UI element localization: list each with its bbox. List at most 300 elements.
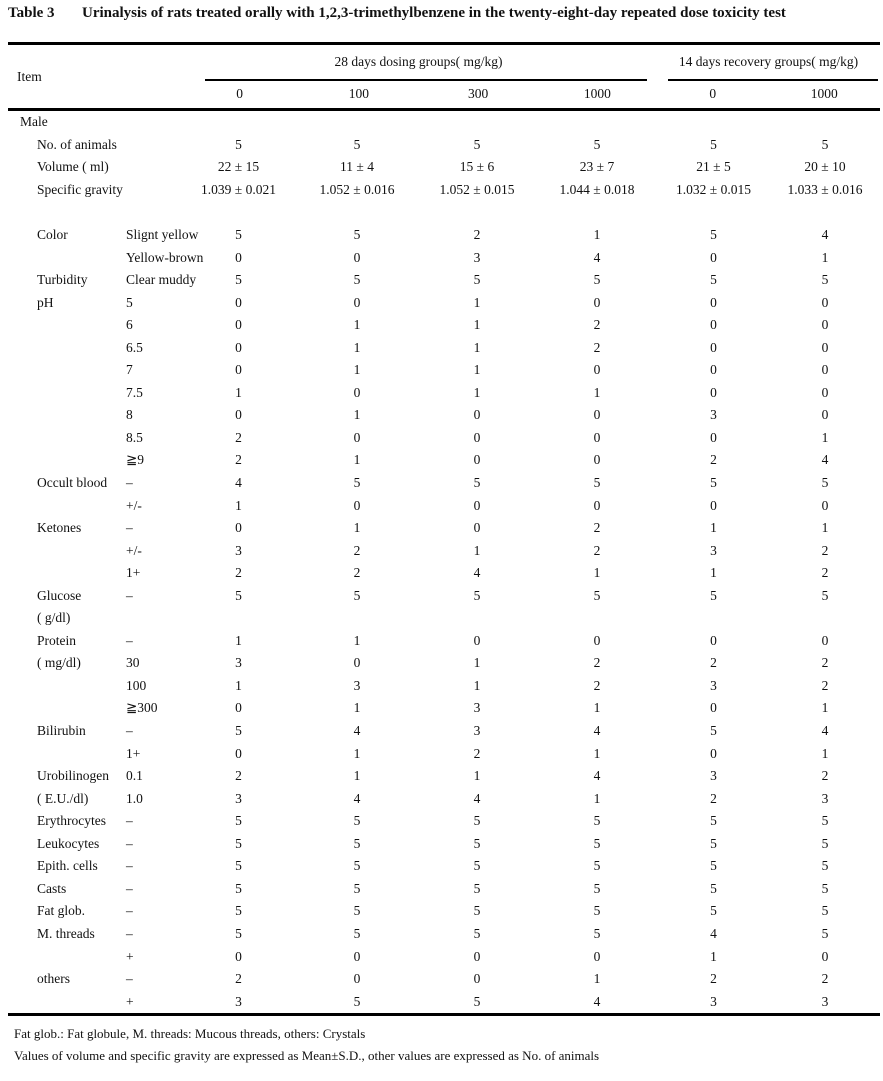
table-row [8,787,880,810]
cell-value: 2 [821,565,829,581]
cell-value: 5 [473,587,481,603]
cell-value: 1.052 ± 0.015 [439,181,515,197]
row-item-label: Protein [37,632,76,648]
cell-value: 5 [821,813,829,829]
row-item-label: ( E.U./dl) [37,790,89,806]
cell-value: 0 [593,429,601,445]
cell-value: 5 [235,880,242,896]
cell-value: 0 [235,948,242,964]
cell-value: 5 [353,475,361,491]
row-item-label: Fat glob. [37,903,86,919]
table-row [8,923,880,946]
cell-value: 5 [353,272,361,288]
cell-value: 5 [235,835,242,851]
table-row [8,517,880,540]
cell-value: 4 [821,723,829,739]
cell-value: 3 [710,768,717,784]
cell-value: 2 [473,227,481,242]
cell-value: 0 [235,339,242,355]
cell-value: 2 [593,317,601,333]
table-row [8,179,880,202]
cell-value: 1 [235,384,242,400]
row-sub-label: +/- [126,542,142,558]
cell-value: 1 [235,632,242,648]
row-sub-label: 6.5 [126,339,143,355]
table-row [8,382,880,405]
cell-value: 5 [710,475,717,491]
row-sub-label: – [126,858,133,874]
cell-value: 5 [235,903,242,919]
cell-value: 5 [710,136,717,152]
cell-value: 0 [593,294,601,310]
cell-value: 1 [473,317,481,333]
cell-value: 0 [473,971,481,987]
cell-value: 4 [473,790,481,806]
table-row [8,607,880,630]
cell-value: 5 [593,475,601,491]
row-sub-label: 8.5 [126,429,143,445]
row-item-label: Glucose [37,587,82,603]
cell-value: 0 [821,362,829,378]
cell-value: 0 [473,632,481,648]
cell-value: 15 ± 6 [459,159,495,175]
cell-value: 5 [593,925,601,941]
cell-value: 5 [593,813,601,829]
footnote-abbreviations: Fat glob.: Fat globule, M. threads: Mucous threads, others: Crystals [14,1025,366,1041]
row-sub-label: 7.5 [126,384,143,400]
row-sub-label: – [126,903,133,919]
row-sub-label: – [126,632,133,648]
cell-value: 2 [235,768,242,784]
cell-value: 5 [710,272,717,288]
cell-value: 2 [593,520,601,536]
row-sub-label: – [126,587,133,603]
cell-value: 5 [473,858,481,874]
cell-value: 23 ± 7 [579,159,615,175]
cell-value: 5 [821,835,829,851]
cell-value: 0 [821,948,829,964]
cell-value: 5 [710,835,717,851]
cell-value: 5 [821,903,829,919]
cell-value: 5 [353,858,361,874]
cell-value: 0 [710,632,717,648]
cell-value: 0 [710,745,717,761]
table-row [8,427,880,450]
cell-value: 0 [593,362,601,378]
cell-value: 0 [353,249,361,265]
cell-value: 0 [353,429,361,445]
table-row [8,291,880,314]
cell-value: 4 [821,227,829,242]
cell-value: 5 [353,587,361,603]
cell-value: 5 [593,835,601,851]
row-sub-label: – [126,520,133,536]
cell-value: 1 [353,745,361,761]
row-sub-label: 6 [126,317,133,333]
spacer-row [8,201,880,224]
dose-headers-recovery [657,81,880,109]
cell-value: 3 [235,655,242,671]
cell-value: 0 [473,407,481,423]
cell-value: 5 [710,723,717,739]
cell-value: 3 [235,542,242,558]
row-item-label: Leukocytes [37,835,100,851]
cell-value: 0 [473,429,481,445]
cell-value: 5 [710,903,717,919]
cell-value: 5 [821,587,829,603]
cell-value: 3 [235,993,242,1009]
section-label: Male [20,114,48,130]
cell-value: 5 [821,858,829,874]
cell-value: 1 [821,249,829,265]
cell-value: 3 [710,993,717,1009]
cell-value: 1 [353,632,361,648]
cell-value: 5 [473,272,481,288]
row-sub-label: – [126,925,133,941]
row-item-label: No. of animals [37,136,117,152]
cell-value: 2 [821,971,829,987]
table-row [8,990,880,1013]
cell-value: 0 [821,632,829,648]
cell-value: 0 [710,362,717,378]
cell-value: 0 [821,339,829,355]
dose-column-header: 0 [709,86,717,102]
cell-value: 1.039 ± 0.021 [201,181,276,197]
cell-value: 0 [353,655,361,671]
table-row [8,584,880,607]
cell-value: 1 [353,362,361,378]
row-sub-label: + [126,948,134,964]
table-row [8,900,880,923]
cell-value: 3 [235,790,242,806]
cell-value: 0 [710,497,717,513]
table-row [8,224,880,247]
cell-value: 1 [821,700,829,716]
cell-value: 2 [235,452,242,468]
cell-value: 5 [710,858,717,874]
row-item-label: ( mg/dl) [37,655,81,671]
cell-value: 1 [473,294,481,310]
cell-value: 0 [593,632,601,648]
cell-value: 3 [473,700,481,716]
cell-value: 2 [821,677,829,693]
cell-value: 1 [593,745,601,761]
row-item-label: pH [37,294,54,310]
cell-value: 4 [353,790,361,806]
footnotes [8,1016,880,1067]
cell-value: 1 [353,452,361,468]
table-row [8,314,880,337]
cell-value: 1 [353,520,361,536]
cell-value: 0 [473,520,481,536]
row-item-label: Volume ( ml) [37,159,109,175]
cell-value: 1 [353,407,361,423]
table-row [8,539,880,562]
table-header [8,45,880,108]
cell-value: 5 [353,993,361,1009]
cell-value: 0 [821,384,829,400]
row-item-label: Casts [37,880,67,896]
row-sub-label: – [126,835,133,851]
row-sub-label: – [126,880,133,896]
cell-value: 1 [473,542,481,558]
cell-value: 2 [593,677,601,693]
cell-value: 5 [593,858,601,874]
row-sub-label: Slignt yellow [126,227,199,242]
cell-value: 3 [710,677,717,693]
table-row [8,968,880,991]
cell-value: 0 [235,745,242,761]
row-item-label: Bilirubin [37,723,86,739]
table-row [8,562,880,585]
cell-value: 4 [710,925,717,941]
cell-value: 1 [353,339,361,355]
table-row [8,156,880,179]
cell-value: 1 [821,520,829,536]
table-row [8,652,880,675]
cell-value: 1 [473,362,481,378]
row-sub-label: Clear muddy [126,272,197,288]
cell-value: 5 [235,723,242,739]
cell-value: 0 [235,294,242,310]
cell-value: 4 [473,565,481,581]
table-row [8,855,880,878]
cell-value: 1 [593,971,601,987]
cell-value: 3 [353,677,361,693]
cell-value: 4 [593,768,601,784]
cell-value: 5 [710,813,717,829]
cell-value: 0 [235,520,242,536]
row-sub-label: 1+ [126,745,141,761]
cell-value: 2 [235,429,242,445]
table-row [8,833,880,856]
cell-value: 5 [710,227,717,242]
cell-value: 4 [593,249,601,265]
row-sub-label: – [126,723,133,739]
row-sub-label: 1+ [126,565,141,581]
cell-value: 1 [353,768,361,784]
cell-value: 5 [473,813,481,829]
cell-value: 5 [593,136,601,152]
row-item-label: Urobilinogen [37,768,109,784]
cell-value: 3 [710,407,717,423]
cell-value: 1 [473,768,481,784]
row-item-label: Ketones [37,520,82,536]
cell-value: 0 [473,948,481,964]
cell-value: 5 [710,587,717,603]
group-label-recovery: 14 days recovery groups( mg/kg) [678,54,859,69]
cell-value: 0 [235,249,242,265]
cell-value: 5 [821,880,829,896]
cell-value: 1 [593,700,601,716]
cell-value: 5 [353,835,361,851]
table-row [8,404,880,427]
row-sub-label: 1.0 [126,790,143,806]
cell-value: 5 [353,813,361,829]
dose-column-header: 1000 [583,86,611,102]
table-row [8,945,880,968]
cell-value: 1 [593,384,601,400]
row-sub-label: – [126,813,133,829]
cell-value: 5 [473,880,481,896]
dose-column-header: 300 [468,86,489,102]
cell-value: 1.044 ± 0.018 [559,181,635,197]
cell-value: 1 [593,227,601,242]
cell-value: 0 [821,294,829,310]
cell-value: 0 [710,317,717,333]
cell-value: 5 [353,880,361,896]
row-item-label: ( g/dl) [37,610,71,626]
row-sub-label: 5 [126,294,133,310]
cell-value: 5 [593,903,601,919]
cell-value: 5 [235,587,242,603]
cell-value: 2 [821,542,829,558]
table-row [8,494,880,517]
table-row [8,449,880,472]
cell-value: 5 [593,587,601,603]
row-sub-label: – [126,475,133,491]
table-number: Table 3 [8,5,55,21]
cell-value: 1 [593,790,601,806]
row-sub-label: ≧300 [126,700,158,716]
cell-value: 5 [235,858,242,874]
cell-value: 2 [821,768,829,784]
cell-value: 1.033 ± 0.016 [787,181,863,197]
cell-value: 0 [593,497,601,513]
cell-value: 2 [821,655,829,671]
cell-value: 5 [235,136,242,152]
cell-value: 0 [353,948,361,964]
cell-value: 1 [821,745,829,761]
cell-value: 4 [593,723,601,739]
row-sub-label: 30 [126,655,140,671]
cell-value: 5 [593,272,601,288]
cell-value: 2 [593,542,601,558]
row-sub-label: + [126,993,134,1009]
cell-value: 5 [473,475,481,491]
row-item-label: Occult blood [37,475,108,491]
cell-value: 0 [235,317,242,333]
cell-value: 1 [593,565,601,581]
dose-column-header: 1000 [810,86,838,102]
cell-value: 0 [235,700,242,716]
row-sub-label: +/- [126,497,142,513]
table-row [8,134,880,157]
cell-value: 5 [473,903,481,919]
cell-value: 20 ± 10 [804,159,846,175]
cell-value: 2 [235,565,242,581]
row-sub-label: 0.1 [126,768,143,784]
cell-value: 2 [473,745,481,761]
cell-value: 5 [353,925,361,941]
cell-value: 5 [353,227,361,242]
footnote-values: Values of volume and specific gravity are expressed as Mean±S.D., other values are expressed as No. of animals [14,1047,600,1063]
group-header-dosing [180,45,657,108]
row-item-label: Specific gravity [37,181,123,197]
row-sub-label: Yellow-brown [126,249,204,265]
data-table [8,42,880,1067]
cell-value: 0 [593,948,601,964]
cell-value: 0 [710,294,717,310]
table-body [8,111,880,1013]
table-row [8,742,880,765]
cell-value: 0 [821,317,829,333]
row-sub-label: ≧9 [126,452,145,468]
column-header-item: Item [17,68,42,84]
cell-value: 5 [235,227,242,242]
cell-value: 5 [235,813,242,829]
cell-value: 1.032 ± 0.015 [676,181,751,197]
cell-value: 5 [821,475,829,491]
cell-value: 2 [710,655,717,671]
table-row [8,472,880,495]
cell-value: 21 ± 5 [696,159,731,175]
cell-value: 5 [821,136,829,152]
table-row [8,246,880,269]
row-sub-label: – [126,971,133,987]
cell-value: 2 [353,565,361,581]
cell-value: 1 [235,677,242,693]
cell-value: 5 [235,272,242,288]
cell-value: 4 [235,475,242,491]
cell-value: 5 [473,136,481,152]
row-sub-label: 100 [126,677,147,693]
dose-column-header: 0 [236,86,243,102]
cell-value: 11 ± 4 [340,159,374,175]
table-row [8,765,880,788]
cell-value: 1 [710,565,717,581]
cell-value: 1 [353,700,361,716]
table-row [8,359,880,382]
cell-value: 1 [710,948,717,964]
cell-value: 0 [473,452,481,468]
cell-value: 0 [235,407,242,423]
table-row [8,720,880,743]
section-row [8,111,880,134]
cell-value: 0 [821,497,829,513]
cell-value: 0 [353,971,361,987]
cell-value: 1 [473,655,481,671]
table-caption [0,0,883,22]
table-title: Urinalysis of rats treated orally with 1,2,3-trimethylbenzene in the twenty-eight-day repeated dose toxicity test [82,5,786,21]
table-row [8,810,880,833]
row-sub-label: 8 [126,407,133,423]
cell-value: 4 [821,452,829,468]
cell-value: 1.052 ± 0.016 [319,181,395,197]
cell-value: 2 [353,542,361,558]
cell-value: 5 [710,880,717,896]
table-row [8,336,880,359]
cell-value: 2 [710,452,717,468]
cell-value: 2 [593,339,601,355]
cell-value: 1 [473,339,481,355]
cell-value: 0 [353,294,361,310]
row-item-label: Color [37,227,68,242]
cell-value: 5 [821,272,829,288]
cell-value: 2 [235,971,242,987]
cell-value: 1 [710,520,717,536]
table-row [8,878,880,901]
cell-value: 5 [821,925,829,941]
cell-value: 5 [353,903,361,919]
cell-value: 0 [473,497,481,513]
row-item-label: others [37,971,70,987]
cell-value: 5 [473,993,481,1009]
cell-value: 0 [821,407,829,423]
cell-value: 3 [473,723,481,739]
cell-value: 0 [710,249,717,265]
cell-value: 3 [473,249,481,265]
